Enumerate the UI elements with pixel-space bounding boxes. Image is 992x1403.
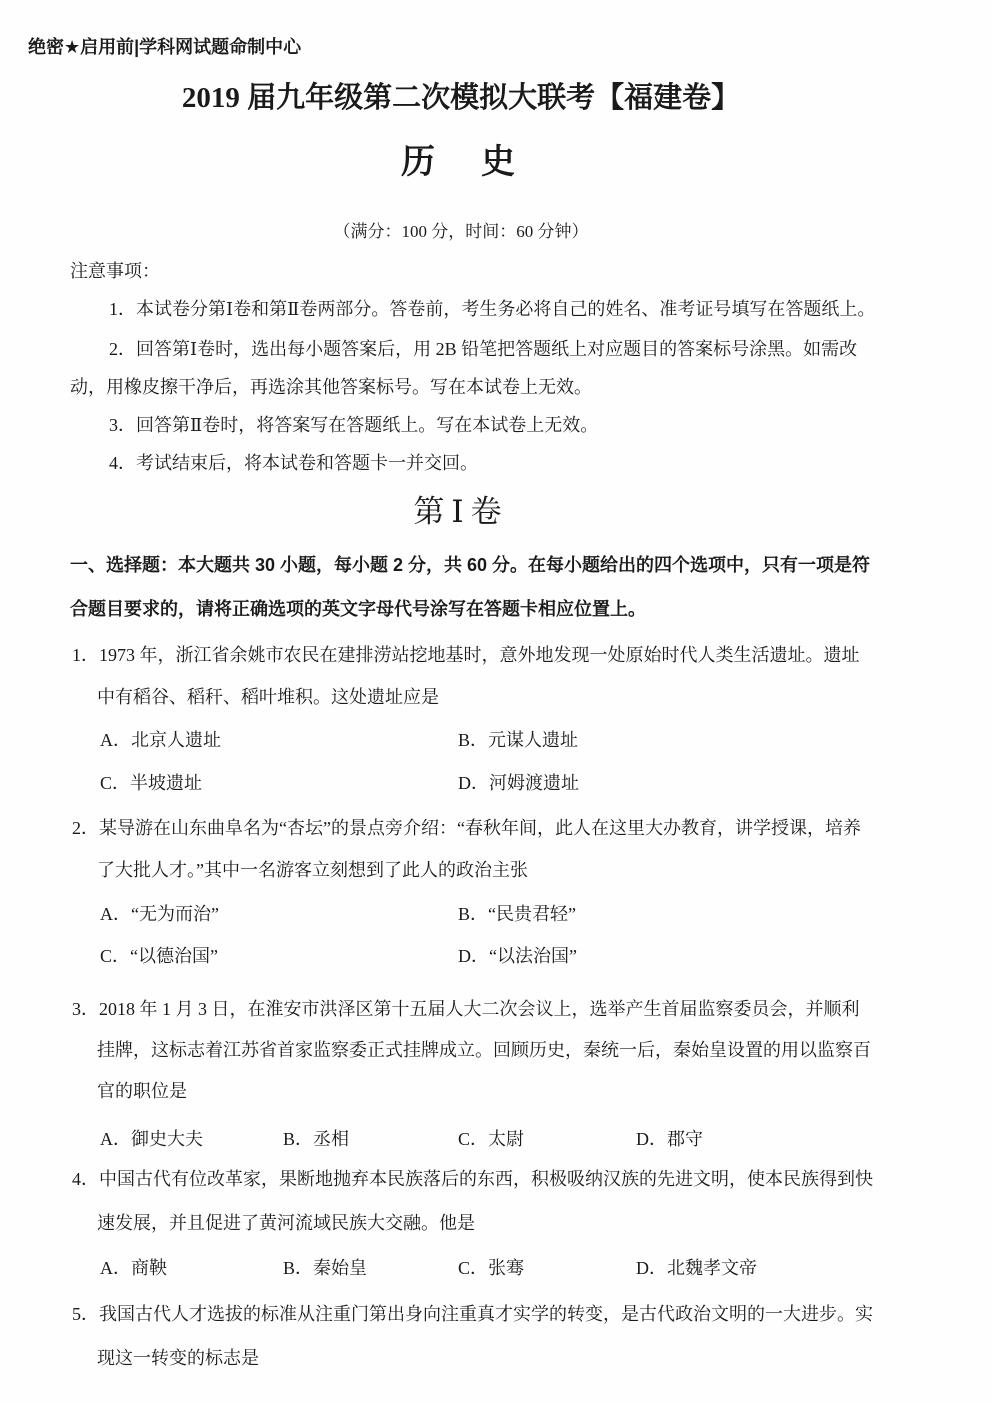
notice-heading: 注意事项： (70, 261, 160, 281)
question-3-options-row (100, 1128, 703, 1150)
option-b: B．丞相 (283, 1129, 350, 1149)
question-1-line: 1．1973 年，浙江省余姚市农民在建排涝站挖地基时，意外地发现一处原始时代人类生活遗址。遗址 (72, 645, 860, 665)
question-1-options-row (100, 729, 578, 751)
option-d: D．郡守 (636, 1129, 703, 1149)
option-a: A．北京人遗址 (100, 730, 221, 750)
question-4-line: 速发展，并且促进了黄河流域民族大交融。他是 (97, 1213, 475, 1233)
option-b: B．秦始皇 (283, 1258, 368, 1278)
score-time-line: （满分：100 分，时间：60 分钟） (333, 222, 589, 241)
exam-title: 2019 届九年级第二次模拟大联考【福建卷】 (181, 82, 741, 114)
security-banner: 绝密★启用前|学科网试题命制中心 (28, 37, 302, 57)
notice-line: 3．回答第Ⅱ卷时，将答案写在答题纸上。写在本试卷上无效。 (109, 415, 599, 435)
question-5-line: 现这一转变的标志是 (97, 1348, 259, 1368)
question-3-line: 3．2018 年 1 月 3 日，在淮安市洪泽区第十五届人大二次会议上，选举产生首届监察委员会，并顺利 (72, 999, 860, 1019)
section-heading: 第Ⅰ卷 (413, 494, 509, 529)
question-2-options-row (100, 903, 576, 925)
choice-instruction-line: 合题目要求的，请将正确选项的英文字母代号涂写在答题卡相应位置上。 (70, 599, 646, 619)
question-5-line: 5．我国古代人才选拔的标准从注重门第出身向注重真才实学的转变，是古代政治文明的一大进步。实 (72, 1304, 873, 1324)
option-d: D．河姆渡遗址 (458, 773, 579, 793)
option-d: D．“以法治国” (458, 946, 577, 966)
notice-line: 2．回答第Ⅰ卷时，选出每小题答案后，用 2B 铅笔把答题纸上对应题目的答案标号涂黑。如需改 (109, 339, 858, 359)
choice-instruction-line: 一、选择题：本大题共 30 小题，每小题 2 分，共 60 分。在每小题给出的四个选项中，只有一项是符 (70, 555, 871, 575)
question-1-line: 中有稻谷、稻秆、稻叶堆积。这处遗址应是 (97, 687, 439, 707)
subject-title: 历 史 (401, 144, 521, 181)
question-3-line: 挂牌，这标志着江苏省首家监察委正式挂牌成立。回顾历史，秦统一后，秦始皇设置的用以监察百 (97, 1040, 871, 1060)
question-1-options-row (100, 772, 579, 794)
option-b: B．元谋人遗址 (458, 730, 579, 750)
question-2-line: 2．某导游在山东曲阜名为“杏坛”的景点旁介绍：“春秋年间，此人在这里大办教育，讲学授课，培养 (72, 818, 861, 838)
option-a: A．御史大夫 (100, 1129, 203, 1149)
option-a: A．“无为而治” (100, 904, 219, 924)
option-c: C．张骞 (458, 1258, 525, 1278)
notice-line: 4．考试结束后，将本试卷和答题卡一并交回。 (109, 453, 478, 473)
question-4-options-row (100, 1257, 757, 1279)
option-c: C．“以德治国” (100, 946, 218, 966)
option-d: D．北魏孝文帝 (636, 1258, 757, 1278)
question-3-line: 官的职位是 (97, 1081, 187, 1101)
question-4-line: 4．中国古代有位改革家，果断地抛弃本民族落后的东西，积极吸纳汉族的先进文明，使本民族得到快 (72, 1169, 873, 1189)
option-b: B．“民贵君轻” (458, 904, 576, 924)
option-a: A．商鞅 (100, 1258, 167, 1278)
notice-line: 动，用橡皮擦干净后，再选涂其他答案标号。写在本试卷上无效。 (70, 377, 592, 397)
question-2-line: 了大批人才。”其中一名游客立刻想到了此人的政治主张 (97, 860, 528, 880)
question-2-options-row (100, 945, 577, 967)
option-c: C．太尉 (458, 1129, 525, 1149)
notice-line: 1．本试卷分第Ⅰ卷和第Ⅱ卷两部分。答卷前，考生务必将自己的姓名、准考证号填写在答题纸上。 (109, 299, 876, 319)
option-c: C．半坡遗址 (100, 773, 203, 793)
